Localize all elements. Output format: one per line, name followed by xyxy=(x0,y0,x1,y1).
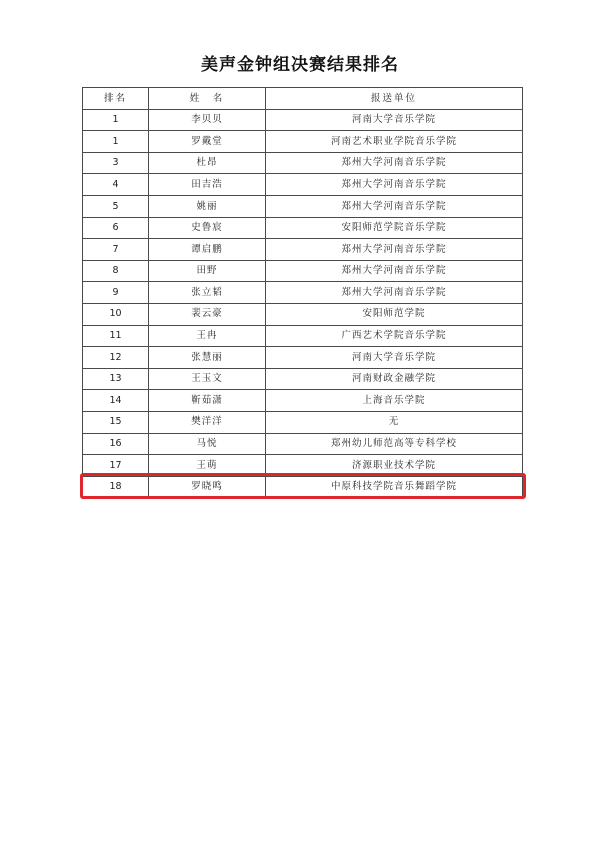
table-row xyxy=(83,390,523,412)
name-cell: 张立韬 xyxy=(149,282,266,304)
unit-cell: 郑州大学河南音乐学院 xyxy=(266,282,523,304)
unit-cell: 济源职业技术学院 xyxy=(266,455,523,477)
rank-cell: 10 xyxy=(83,303,149,325)
name-cell: 杜昂 xyxy=(149,152,266,174)
unit-cell: 广西艺术学院音乐学院 xyxy=(266,325,523,347)
rank-cell: 17 xyxy=(83,455,149,477)
rank-cell: 5 xyxy=(83,195,149,217)
rank-cell: 15 xyxy=(83,411,149,433)
table-row xyxy=(83,131,523,153)
table-row xyxy=(83,303,523,325)
name-column-header: 姓 名 xyxy=(149,88,266,110)
unit-cell: 郑州大学河南音乐学院 xyxy=(266,239,523,261)
name-cell: 王冉 xyxy=(149,325,266,347)
unit-cell: 郑州大学河南音乐学院 xyxy=(266,260,523,282)
name-cell: 樊洋洋 xyxy=(149,411,266,433)
rank-cell: 9 xyxy=(83,282,149,304)
rank-cell: 1 xyxy=(83,131,149,153)
name-cell: 靳茹潇 xyxy=(149,390,266,412)
unit-cell: 河南大学音乐学院 xyxy=(266,347,523,369)
rank-cell: 16 xyxy=(83,433,149,455)
rank-cell: 13 xyxy=(83,368,149,390)
name-cell: 史鲁宸 xyxy=(149,217,266,239)
name-cell: 李贝贝 xyxy=(149,109,266,131)
rank-cell: 4 xyxy=(83,174,149,196)
table-row xyxy=(83,174,523,196)
rank-cell: 7 xyxy=(83,239,149,261)
name-cell: 田吉浩 xyxy=(149,174,266,196)
table-header-row xyxy=(83,88,523,110)
unit-cell: 中原科技学院音乐舞蹈学院 xyxy=(266,476,523,498)
table-row xyxy=(83,347,523,369)
table-row xyxy=(83,152,523,174)
name-cell: 王玉文 xyxy=(149,368,266,390)
table-row xyxy=(83,282,523,304)
table-row xyxy=(83,411,523,433)
table-row xyxy=(83,217,523,239)
table-row xyxy=(83,433,523,455)
table-row xyxy=(83,260,523,282)
unit-cell: 安阳师范学院音乐学院 xyxy=(266,217,523,239)
table-row xyxy=(83,455,523,477)
unit-cell: 河南艺术职业学院音乐学院 xyxy=(266,131,523,153)
rank-cell: 8 xyxy=(83,260,149,282)
unit-cell: 河南大学音乐学院 xyxy=(266,109,523,131)
rank-cell: 14 xyxy=(83,390,149,412)
name-cell: 罗晓鸣 xyxy=(149,476,266,498)
table-row xyxy=(83,195,523,217)
name-cell: 姚丽 xyxy=(149,195,266,217)
rank-cell: 11 xyxy=(83,325,149,347)
rank-cell: 12 xyxy=(83,347,149,369)
unit-cell: 上海音乐学院 xyxy=(266,390,523,412)
rank-cell: 18 xyxy=(83,476,149,498)
name-cell: 田野 xyxy=(149,260,266,282)
unit-cell: 郑州大学河南音乐学院 xyxy=(266,195,523,217)
rank-cell: 6 xyxy=(83,217,149,239)
table-row xyxy=(83,476,523,498)
unit-cell: 郑州大学河南音乐学院 xyxy=(266,152,523,174)
name-cell: 裴云豪 xyxy=(149,303,266,325)
unit-cell: 无 xyxy=(266,411,523,433)
unit-cell: 郑州大学河南音乐学院 xyxy=(266,174,523,196)
rank-cell: 1 xyxy=(83,109,149,131)
table-row xyxy=(83,239,523,261)
unit-cell: 安阳师范学院 xyxy=(266,303,523,325)
unit-column-header: 报送单位 xyxy=(266,88,523,110)
unit-cell: 郑州幼儿师范高等专科学校 xyxy=(266,433,523,455)
name-cell: 谭启鹏 xyxy=(149,239,266,261)
name-cell: 马悦 xyxy=(149,433,266,455)
name-cell: 罗戴堂 xyxy=(149,131,266,153)
table-body xyxy=(83,109,523,498)
table-row xyxy=(83,368,523,390)
results-table xyxy=(82,87,523,498)
name-cell: 王萌 xyxy=(149,455,266,477)
name-cell: 张慧丽 xyxy=(149,347,266,369)
rank-column-header: 排名 xyxy=(83,88,149,110)
table-row xyxy=(83,325,523,347)
unit-cell: 河南财政金融学院 xyxy=(266,368,523,390)
table-row xyxy=(83,109,523,131)
document-title: 美声金钟组决赛结果排名 xyxy=(201,55,399,75)
rank-cell: 3 xyxy=(83,152,149,174)
